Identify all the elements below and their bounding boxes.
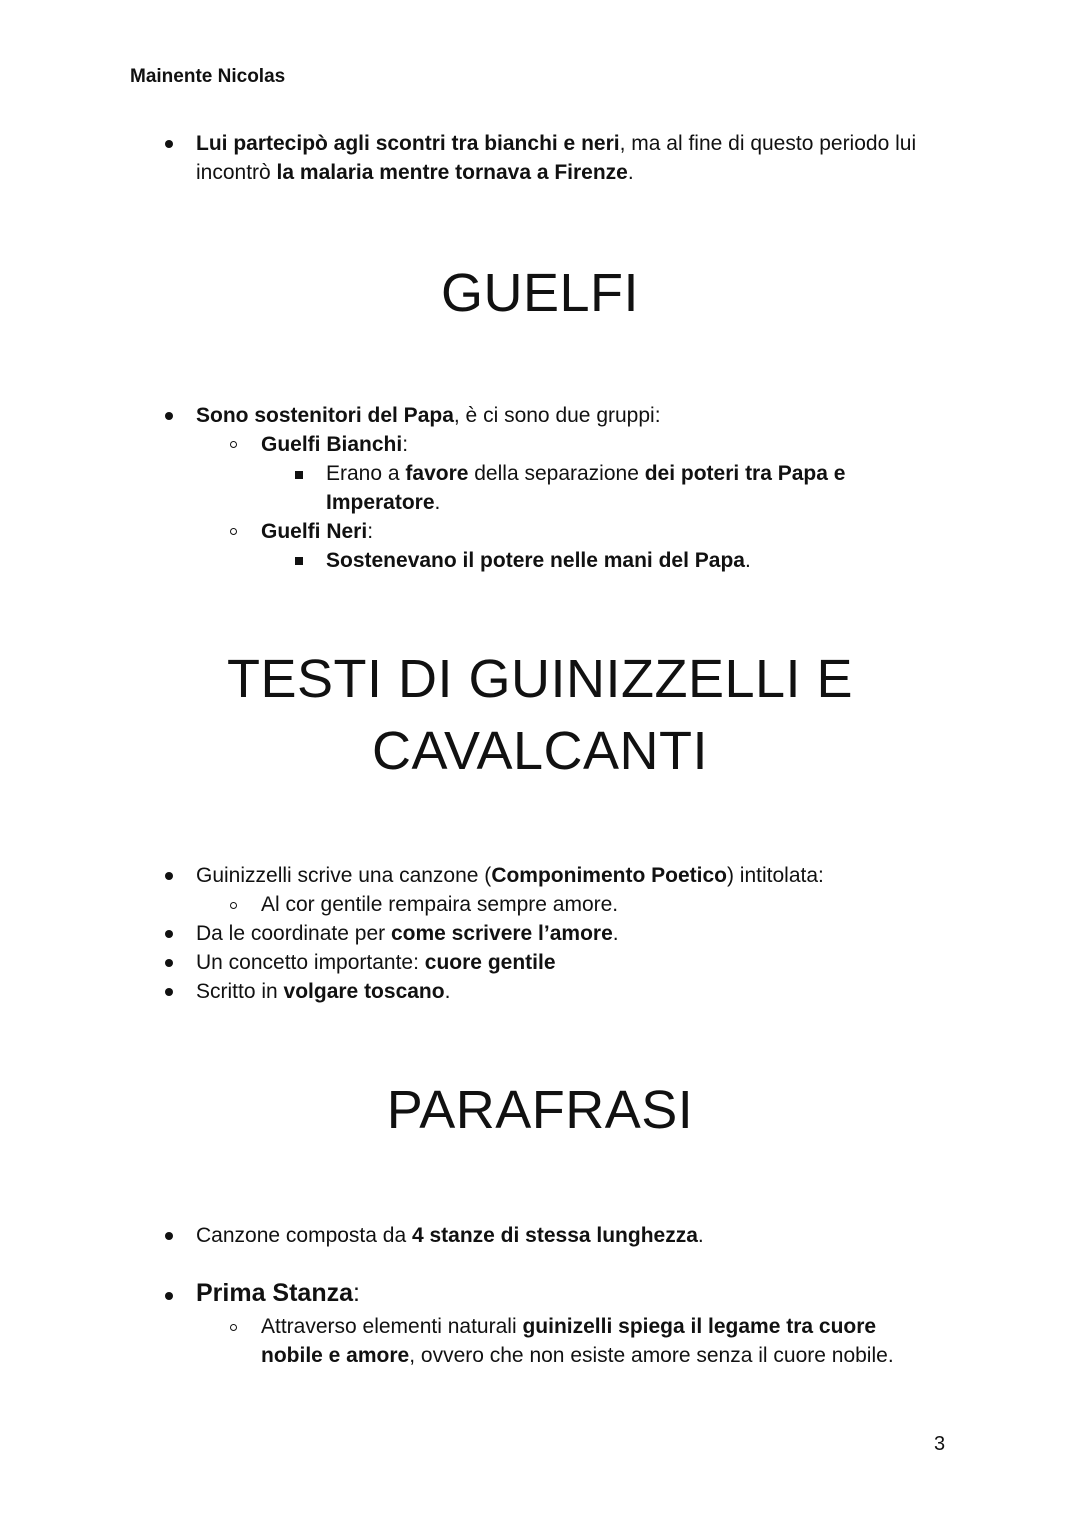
guelfi-text: della separazione (468, 462, 645, 485)
testi-bold: volgare toscano (283, 980, 445, 1003)
bullet-dot (165, 988, 173, 996)
bullet-dot (165, 140, 173, 148)
testi-bold: cuore gentile (424, 951, 556, 974)
guelfi-text: . (434, 491, 441, 514)
testi-text: . (612, 922, 619, 945)
testi-text: Un concetto importante: (196, 951, 425, 974)
guelfi-bianchi (261, 430, 408, 459)
guelfi-text: , è ci sono due gruppi: (453, 404, 661, 427)
parafrasi-stanza-detail-1 (261, 1312, 876, 1341)
guelfi-line-1 (196, 401, 661, 430)
guelfi-bianchi-detail-1 (326, 459, 845, 488)
section-title-parafrasi: PARAFRASI (386, 1080, 694, 1140)
intro-line-1 (196, 129, 916, 158)
testi-text: Al cor gentile rempaira sempre amore. (261, 893, 619, 916)
bullet-dot (165, 1292, 173, 1300)
guelfi-bold: Guelfi Neri (261, 520, 368, 543)
guelfi-neri (261, 517, 373, 546)
parafrasi-text: : (353, 1279, 360, 1307)
bullet-dot (165, 1232, 173, 1240)
bullet-dot (165, 412, 173, 420)
testi-item-4 (196, 977, 450, 1006)
parafrasi-text: , ovvero che non esiste amore senza il cuore nobile. (409, 1344, 894, 1367)
parafrasi-bold: guinizelli spiega il legame tra cuore (522, 1315, 877, 1338)
testi-text: ) intitolata: (726, 864, 824, 887)
intro-text: . (627, 161, 634, 184)
testi-item-2 (196, 919, 619, 948)
parafrasi-text: . (697, 1224, 704, 1247)
guelfi-text: : (367, 520, 374, 543)
bullet-circle (230, 528, 237, 535)
parafrasi-bold: 4 stanze di stessa lunghezza (411, 1224, 698, 1247)
guelfi-text: : (402, 433, 409, 456)
intro-text: incontrò (196, 161, 277, 184)
parafrasi-bold: Prima Stanza (196, 1279, 354, 1307)
section-title-guelfi: GUELFI (440, 263, 640, 323)
testi-item-1-sub (261, 890, 618, 919)
bullet-square (295, 557, 303, 565)
testi-item-1 (196, 861, 824, 890)
bullet-dot (165, 872, 173, 880)
testi-bold: Componimento Poetico (491, 864, 727, 887)
bullet-square (295, 471, 303, 479)
guelfi-bold: favore (405, 462, 469, 485)
page-number: 3 (934, 1433, 946, 1455)
guelfi-neri-detail (326, 546, 751, 575)
intro-bold: Lui partecipò agli scontri tra bianchi e neri (196, 132, 620, 155)
testi-bold: come scrivere l’amore (390, 922, 613, 945)
bullet-circle (230, 902, 237, 909)
guelfi-text: Erano a (326, 462, 406, 485)
testi-text: Da le coordinate per (196, 922, 391, 945)
intro-line-2 (196, 158, 634, 187)
section-title-testi-line-2: CAVALCANTI (371, 721, 709, 781)
parafrasi-stanza-detail-2 (261, 1341, 894, 1370)
bullet-dot (165, 959, 173, 967)
guelfi-bianchi-detail-2 (326, 488, 440, 517)
testi-item-3 (196, 948, 556, 977)
parafrasi-item-1 (196, 1221, 704, 1250)
guelfi-bold: Imperatore (326, 491, 435, 514)
testi-text: Scritto in (196, 980, 284, 1003)
section-title-testi-line-1: TESTI DI GUINIZZELLI E (226, 649, 854, 709)
guelfi-bold: dei poteri tra Papa e (644, 462, 846, 485)
guelfi-text: . (744, 549, 751, 572)
parafrasi-text: Attraverso elementi naturali (261, 1315, 523, 1338)
parafrasi-stanza-heading (196, 1279, 360, 1308)
parafrasi-bold: nobile e amore (261, 1344, 410, 1367)
guelfi-bold: Sostenevano il potere nelle mani del Papa (326, 549, 745, 572)
guelfi-bold: Sono sostenitori del Papa (196, 404, 454, 427)
author-name: Mainente Nicolas (130, 66, 286, 87)
intro-text: , ma al fine di questo periodo lui (619, 132, 917, 155)
parafrasi-text: Canzone composta da (196, 1224, 412, 1247)
bullet-circle (230, 441, 237, 448)
intro-bold: la malaria mentre tornava a Firenze (276, 161, 628, 184)
testi-text: . (444, 980, 451, 1003)
guelfi-bold: Guelfi Bianchi (261, 433, 403, 456)
bullet-dot (165, 930, 173, 938)
bullet-circle (230, 1324, 237, 1331)
testi-text: Guinizzelli scrive una canzone ( (196, 864, 492, 887)
